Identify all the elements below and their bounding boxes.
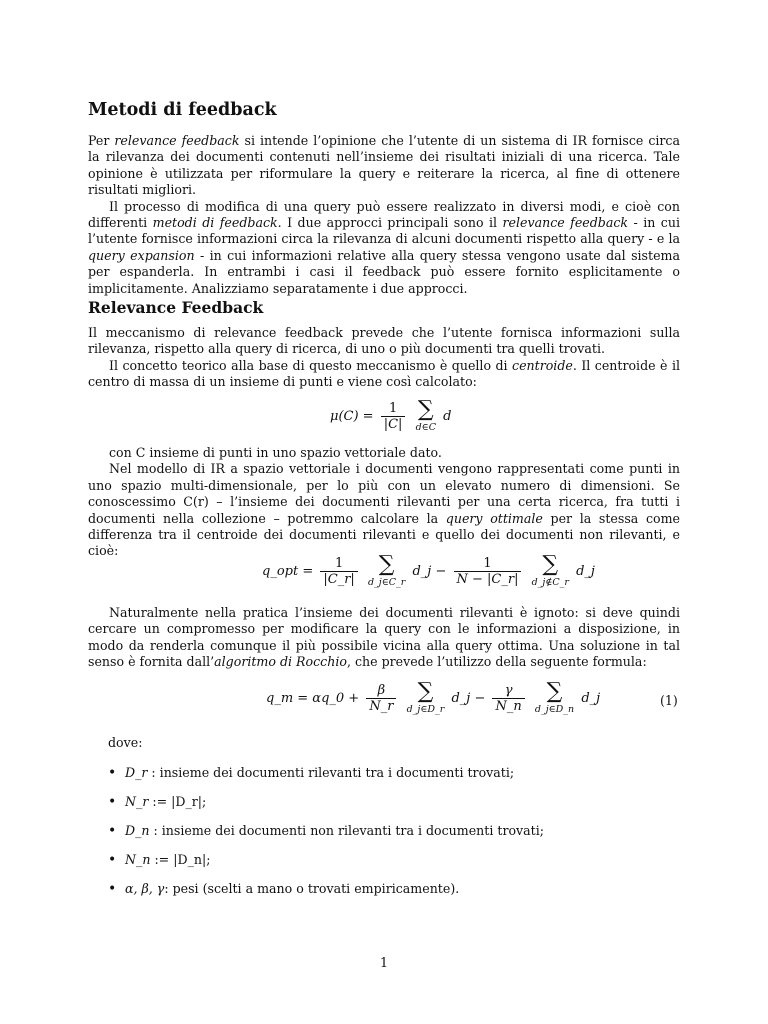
eq3-sum-1: ∑ d_j∈D_r (406, 679, 445, 715)
eq1-term: d (443, 409, 452, 424)
eq2-term-1: d_j (412, 564, 432, 579)
eq3-lhs: q_m = αq_0 + (266, 691, 360, 706)
optimal-query-equation (262, 552, 595, 588)
eq2-sum-1: ∑ d_j∈C_r (367, 552, 406, 588)
eq2-minus: − (435, 564, 447, 579)
page-number: 1 (379, 955, 388, 970)
eq1-fraction: $\frac{1}{|C|}$ (381, 401, 406, 432)
section-paragraph-3: con C insieme di punti in uno spazio vettoriale dato. (109, 445, 442, 460)
list-item: • α, β, γ: pesi (scelti a mano o trovati empiricamente). (108, 880, 668, 909)
equation-number: (1) (660, 693, 678, 708)
eq2-fraction-2: $\frac{1}{N - |C\_r|}$ (454, 556, 522, 587)
list-item: • D_r : insieme dei documenti rilevanti tra i documenti trovati; (108, 764, 668, 793)
eq2-term-2: d_j (576, 564, 595, 579)
eq2-lhs: q_opt = (262, 564, 314, 579)
eq1-sum: ∑ d∈C (415, 397, 436, 433)
definitions-list (108, 764, 668, 909)
eq1-lhs: μ(C) = (330, 409, 374, 424)
eq2-fraction-1: $\frac{1}{|C\_r|}$ (320, 556, 357, 587)
section-paragraph-2: Il concetto teorico alla base di questo meccanismo è quello di centroide. Il centroide è il centro di massa di un insieme di punti e viene così calcolato: (88, 357, 681, 390)
rocchio-equation (266, 679, 601, 715)
eq3-minus: − (474, 691, 486, 706)
eq3-sum-2: ∑ d_j∈D_n (534, 679, 575, 715)
section-paragraph-4: Nel modello di IR a spazio vettoriale i documenti vengono rappresentati come punti in uno spazio multi-dimensionale, per lo più con un elevato numero di dimensioni. Se conoscessimo C(r) – l’insieme dei documenti rilevanti per una certa ricerca, fra tutti i documenti nella collezione – potremmo calcolare la query ottimale per la stessa come differenza tra il centroide dei documenti rilevanti e quello dei documenti non rilevanti, e cioè: (88, 461, 680, 559)
eq3-term-1: d_j (451, 691, 471, 706)
list-item: • D_n : insieme dei documenti non rilevanti tra i documenti trovati; (108, 822, 668, 851)
page-title: Metodi di feedback (88, 100, 277, 120)
eq3-term-2: d_j (581, 691, 601, 706)
section-paragraph-1: Il meccanismo di relevance feedback prevede che l’utente fornisca informazioni sulla rilevanza, rispetto alla query di ricerca, di uno o più documenti tra quelli trovati. (88, 325, 680, 357)
eq3-fraction-2: $\frac{\gamma}{N\_n}$ (492, 683, 524, 714)
section-body-1 (88, 325, 680, 391)
list-item: • N_n := |D_n|; (108, 851, 668, 880)
intro-paragraph-2: Il processo di modifica di una query può essere realizzato in diversi modi, e cioè con differenti metodi di feedback. I due approcci principali sono il relevance feedback - in cui l’utente fornisce informazioni circa la rilevanza di alcuni documenti rispetto alla query - e la query expansion - in cui informazioni relative alla query stessa vengono usate dal sistema per espanderla. In entrambi i casi il feedback può essere fornito esplicitamente o implicitamente. Analizziamo separatamente i due approcci. (88, 198, 680, 296)
intro-section (88, 133, 680, 297)
intro-paragraph-1: Per relevance feedback si intende l’opinione che l’utente di un sistema di IR fornisce circa la rilevanza dei documenti contenuti nell’insieme dei risultati iniziali di una ricerca. Tale opinione è utilizzata per riformulare la query e reiterare la ricerca, al fine di ottenere risultati migliori. (88, 133, 680, 198)
section-body-3 (88, 605, 680, 671)
section-body-2 (88, 445, 680, 560)
list-item: • N_r := |D_r|; (108, 793, 668, 822)
eq3-fraction-1: $\frac{\beta}{N\_r}$ (366, 683, 396, 714)
centroid-equation (330, 397, 452, 433)
section-heading: Relevance Feedback (88, 298, 264, 317)
section-paragraph-5: Naturalmente nella pratica l’insieme dei documenti rilevanti è ignoto: si deve quindi cercare un compromesso per modificare la query con le informazioni a disposizione, in modo da renderla comunque il più possibile vicina alla query ottima. Una soluzione in tal senso è fornita dall’algoritmo di Rocchio, che prevede l’utilizzo della seguente formula: (88, 605, 680, 670)
eq2-sum-2: ∑ d_j∉C_r (531, 552, 569, 588)
dove-label: dove: (108, 735, 143, 750)
